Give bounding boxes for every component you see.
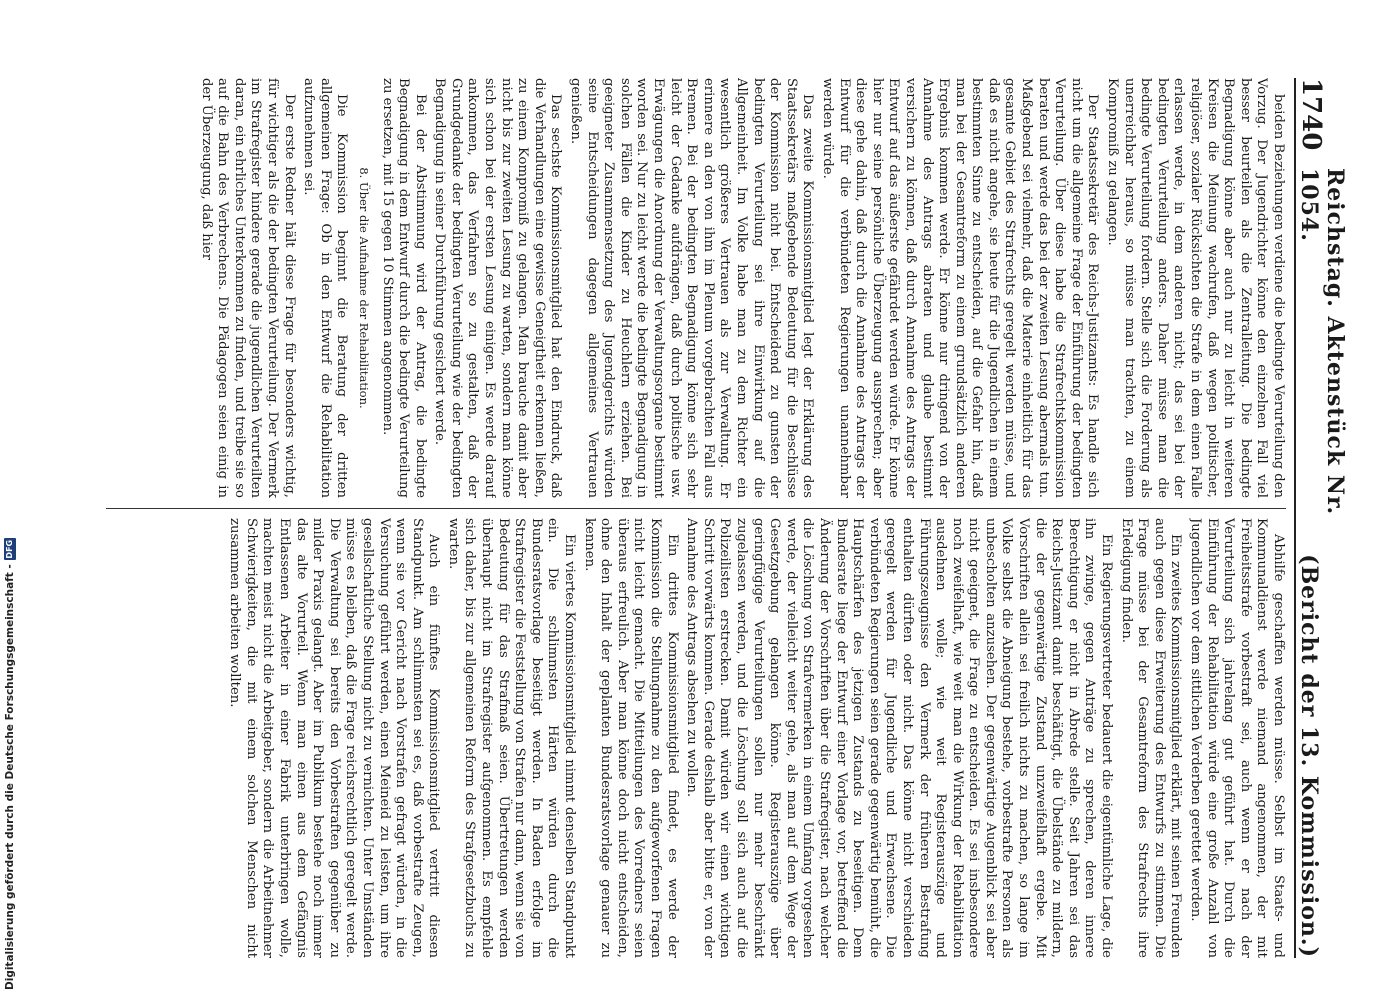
- paragraph: Abhilfe geschaffen werden müsse. Selbst im Staats- und Kommunaldienst werde niemand angenommen, der mit Freiheitsstrafe vorbestraft sei, auch wenn er nach der Verurteilung sich jahrelang gut geführt hat. Durch die Einführung der Rehabilitation würde eine große Anzahl von Jugendlichen vor dem sittlichen Verderben gerettet werden.: [1188, 518, 1286, 958]
- paragraph: Die Kommission beginnt die Beratung der dritten allgemeinen Frage: Ob in den Entwurf die Rehabilitation aufzunehmen sei.: [301, 78, 350, 498]
- paragraph: Auch ein fünftes Kommissionsmitglied vertritt diesen Standpunkt. Am schlimmsten sei es, daß vorbestrafte Zeugen, wenn sie vor Gericht nach Vorstrafen gefragt würden, in die Versuchung geführt werden, einen Meineid zu leisten, um ihre gesellschaftliche Stellung nicht zu vernichten. Unter Umständen müsse es bleiben, daß die Frage reichsrechtlich geregelt werde. Die Verwaltung sei bereits den Vorbestraften gegenüber zu milder Praxis gelangt. Aber im Publikum bestehe noch immer das alte Vorurteil. Wenn man einen aus dem Gefängnis Entlassenen Arbeiter in einer Fabrik unterbringen wolle, machten meist nicht die Arbeitgeber, sondern die Arbeitnehmer Schwierigkeiten, die mit einem solchen Menschen nicht zusammen arbeiten wollten.: [227, 518, 442, 958]
- document-page: [90, 78, 1348, 958]
- paragraph: Ein drittes Kommissionsmitglied findet, es werde der Kommission die Stellungnahme zu den aufgeworfenen Fragen nicht leicht gemacht. Die Mitteilungen des Vorredners seien überaus erfreulich. Aber man könne doch nicht entscheiden, ohne den Inhalt der geplanten Bundesratsvorlage genauer zu kennen.: [581, 518, 680, 958]
- page-number: 1740: [1296, 78, 1326, 151]
- paragraph: Der erste Redner hält diese Frage für besonders wichtig, für wichtiger als die der bedingten Verurteilung. Der Vermerk im Strafregister hindere gerade die jugendlichen Verurteilten daran, ein ehrliches Unterkommen zu finden, und treibe sie so auf die Bahn des Verbrechens. Die Pädagogen seien einig in der Überzeugung, daß hier: [198, 78, 297, 498]
- section-title: (Bericht der 13. Kommission.): [1296, 554, 1322, 958]
- digitization-credit: [4, 538, 16, 990]
- credit-text: Digitalisierung gefördert durch die Deutsche Forschungsgemeinschaft -: [4, 564, 16, 990]
- paragraph: Ein zweites Kommissionsmitglied erklärt, mit seinen Freunden auch gegen diese Erweiterung des Entwurfs zu stimmen. Die Frage müsse bei der Gesamtreform des Strafrechts ihre Erledigung finden.: [1118, 518, 1184, 958]
- section-heading: 8. Über die Aufnahme der Rehabilitation.: [356, 167, 371, 409]
- right-column: [106, 518, 1286, 958]
- paragraph: beiden Beziehungen verdiene die bedingte Verurteilung den Vorzug. Der Jugendrichter könne den einzelnen Fall viel besser beurteilen als die Zentralleitung. Die bedingte Begnadigung könne aber auch nur zu leicht in weiteren Kreisen die Meinung wachrufen, daß wegen politischer, religiöser, sozialer Rücksichten die Strafe in dem einen Falle erlassen werde, in dem anderen nicht; das sei bei der bedingten Verurteilung anders. Daher müsse man die bedingte Verurteilung fordern. Stelle sich die Forderung als unerreichbar heraus, so müsse man trachten, zu einem Kompromiß zu gelangen.: [1105, 78, 1286, 498]
- paragraph: Das zweite Kommissionsmitglied legt der Erklärung des Staatssekretärs maßgebende Bedeutung für die Beschlüsse der Kommission nicht bei. Entscheidend zu gunsten der bedingten Verurteilung sei ihre Einwirkung auf die Allgemeinheit. Im Volke habe man zu dem Richter ein wesentlich größeres Vertrauen als zur Verwaltung. Er erinnere an den von ihm im Plenum vorgebrachten Fall aus Bremen. Bei der bedingten Begnadigung könne sich sehr leicht der Gedanke aufdrängen, daß durch politische usw. Erwägungen die Anordnung der Verwaltungsorgane bestimmt worden sei. Nur zu leicht werde die bedingte Begnadigung in solchen Fällen die Kinder zu Heuchlern erziehen. Bei geeigneter Zusammensetzung des Jugendgerichts würden seine Entscheidungen dagegen allgemeines Vertrauen genießen.: [568, 78, 816, 498]
- paragraph: Der Staatssekretär des Reichs-Justizamts: Es handle sich nicht um die allgemeine Frage der Einführung der bedingten Verurteilung. Über diese habe die Strafrechtskommission beraten und werde das bei der zweiten Lesung abermals tun. Maßgebend sei vielmehr, daß die Materie einheitlich für das gesamte Gebiet des Strafrechts geregelt werden müsse, und daß es nicht angehe, sie heute für die Jugendlichen in einem bestimmten Sinne zu entscheiden, auf die Gefahr hin, daß man bei der Gesamtreform zu einem grundsätzlich anderen Ergebnis kommen werde. Er könne nur dringend von der Annahme des Antrags abraten und glaube bestimmt versichern zu können, daß durch Annahme des Antrags der Entwurf auf das äußerste gefährdet werden würde. Er könne hier nur seine persönliche Überzeugung aussprechen; aber diese gehe dahin, daß durch die Annahme des Antrags der Entwurf für die verbündeten Regierungen unannehmbar werden würde.: [819, 78, 1101, 498]
- running-title: Reichstag. Aktenstück Nr. 1054.: [1296, 168, 1348, 516]
- left-column: [106, 78, 1286, 498]
- paragraph: Bei der Abstimmung wird der Antrag, die bedingte Begnadigung in dem Entwurf durch die bedingte Verurteilung zu ersetzen, mit 15 gegen 10 Stimmen angenommen.: [379, 78, 428, 498]
- page-header: [1294, 78, 1348, 958]
- dfg-logo: DFG: [5, 539, 14, 559]
- paragraph: Das sechste Kommissionsmitglied hat den Eindruck, daß die Verhandlungen eine gewisse Geneigtheit erkennen ließen, zu einem Kompromiß zu gelangen. Man brauche damit aber nicht bis zur zweiten Lesung zu warten, sondern man könne sich schon bei der ersten Lesung einigen. Es werde darauf ankommen, das Verfahren so zu gestalten, daß der Grundgedanke der bedingten Verurteilung wie der bedingten Begnadigung in seiner Durchführung gesichert werde.: [432, 78, 564, 498]
- paragraph: Ein Regierungsvertreter bedauert die eigentümliche Lage, die ihn zwinge, gegen Anträge zu sprechen, deren innere Berechtigung er nicht in Abrede stelle. Seit Jahren sei das Reichs-Justizamt damit beschäftigt, die Übelstände zu mildern, die der gegenwärtige Zustand unzweifelhaft ergebe. Mit Vorschriften allein sei freilich nichts zu machen, so lange im Volke selbst die Abneigung bestehe, vorbestrafte Personen als unbescholten anzusehen. Der gegenwärtige Augenblick sei aber nicht geeignet, die Frage zu entscheiden. Es sei insbesondere noch zweifelhaft, wie weit man die Wirkung der Rehabilitation ausdehnen wolle; wie weit Registerauszüge und Führungszeugnisse den Vermerk der früheren Bestrafung enthalten dürften oder nicht. Das könne nicht verschieden geregelt werden für Jugendliche und Erwachsene. Die verbündeten Regierungen seien gerade gegenwärtig bemüht, die Hauptschärfen des jetzigen Zustands zu beseitigen. Dem Bundesrate liege der Entwurf einer Vorlage vor, betreffend die Änderung der Vorschriften über die Strafregister, nach welcher die Löschung von Strafvermerken in einem Umfang vorgesehen werde, der vielleicht weiter gehe, als man auf dem Wege der Gesetzgebung gelangen könne. Registerauszüge über geringfügige Verurteilungen sollen nur mehr beschränkt zugelassen werden, und die Löschung soll sich auch auf die Polizeilisten erstrecken. Damit würden wir einen wichtigen Schritt vorwärts kommen. Gerade deshalb aber bitte er, von der Annahme des Antrags absehen zu wollen.: [684, 518, 1115, 958]
- paragraph: Ein viertes Kommissionsmitglied nimmt denselben Standpunkt ein. Die schlimmsten Härten würden durch die Bundesratsvorlage beseitigt werden. In Baden erfolge im Strafregister die Feststellung von Strafen nur dann, wenn sie von Bedeutung für das Strafmaß seien. Übertretungen werden überhaupt nicht im Strafregister aufgenommen. Es empfehle sich daher, bis zur allgemeinen Reform des Strafgesetzbuchs zu warten.: [445, 518, 578, 958]
- column-divider: [106, 508, 1286, 509]
